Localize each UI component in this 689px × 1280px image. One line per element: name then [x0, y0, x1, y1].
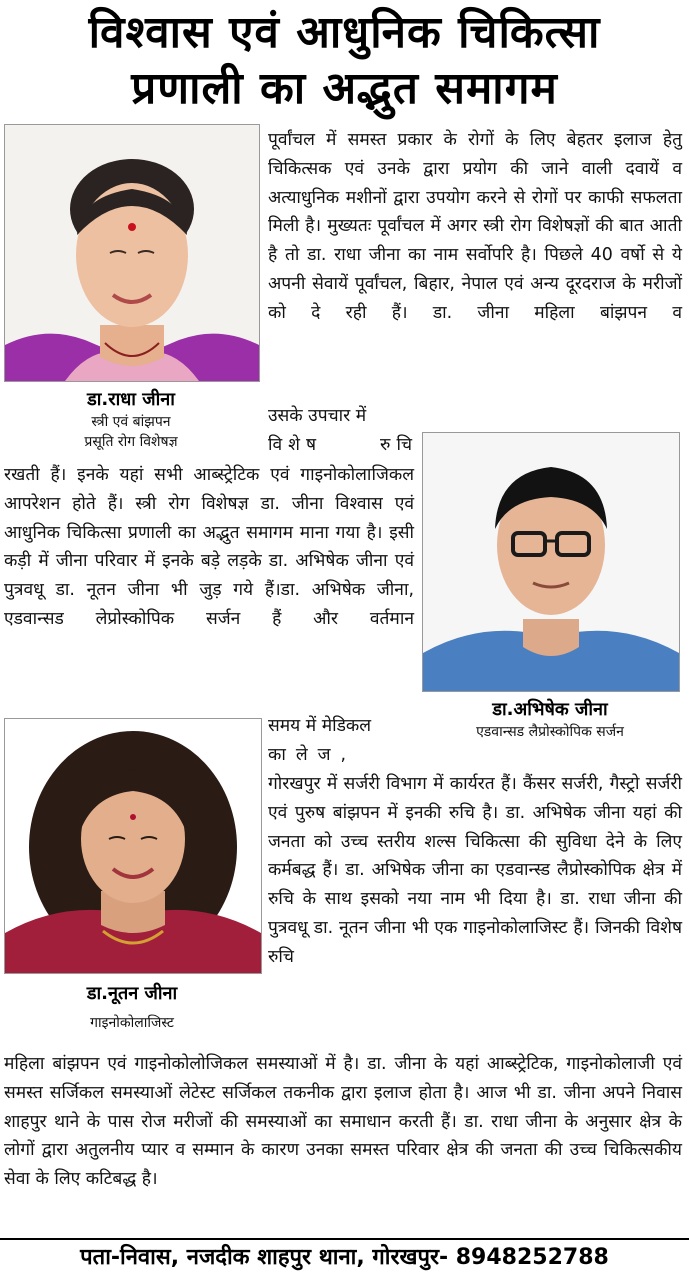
article-paragraph-2: उसके उपचार में	[268, 406, 367, 426]
caption-role-nutan: गाइनोकोलाजिस्ट	[90, 1015, 174, 1031]
caption-role-radha-2: प्रसूति रोग विशेषज्ञ	[84, 434, 178, 450]
caption-name-radha: डा.राधा जीना	[87, 389, 175, 410]
article-paragraph-1: पूर्वांचल में समस्त प्रकार के रोगों के लिए बेहतर इलाज हेतु चिकित्सक एवं उनके द्वारा प्रयोग की जाने वाली दवायें व अत्याधुनिक मशीनों द्वारा उपयोग करने से रोगों पर काफी सफलता मिली है। मुख्यतः पूर्वांचल में अगर स्त्री रोग विशेषज्ञों की बात आती है तो डा. राधा जीना का नाम सर्वोपरि है। पिछले 40 वर्षो से ये अपनी सेवायें पूर्वांचल, बिहार, नेपाल एवं अन्य दूरदराज के मरीजों को दे रही हैं। डा. जीना महिला बांझपन व	[268, 130, 682, 323]
photo-nutan-jeena	[4, 718, 262, 974]
article-paragraph-7: गोरखपुर में सर्जरी विभाग में कार्यरत हैं। कैंसर सर्जरी, गैस्ट्रो सर्जरी एवं पुरुष बांझपन में इनकी रुचि है। डा. अभिषेक जीना यहां की जनता को उच्च स्तरीय शल्स चिकित्सा की सुविधा देने के लिए कर्मबद्ध हैं। डा. अभिषेक जीना का एडवान्स्ड लैप्रोस्कोपिक क्षेत्र में रुचि के साथ इसको नया नाम भी दिया है। डा. राधा जीना की पुत्रवधू डा. नूतन जीना भी एक गाइनोकोलाजिस्ट हैं। जिनकी विशेष रुचि	[268, 774, 682, 967]
caption-name-nutan: डा.नूतन जीना	[86, 983, 178, 1004]
headline-line-1: विश्वास एवं आधुनिक चिकित्सा	[88, 7, 601, 58]
article-paragraph-4: रखती हैं। इनके यहां सभी आब्स्ट्रेटिक एवं गाइनोकोलाजिकल आपरेशन होते हैं। स्त्री रोग विशेषज्ञ डा. जीना विश्वास एवं आधुनिक चिकित्सा प्रणाली का अद्भुत समागम माना गया है। इसी कड़ी में जीना परिवार में इनके बड़े लड़के डा. अभिषेक जीना एवं पुत्रवधू डा. नूतन जीना भी जुड़ गये हैं।डा. अभिषेक जीना, एडवान्सड लेप्रोस्कोपिक सर्जन हैं और वर्तमान	[4, 465, 414, 629]
footer-address: पता-निवास, नजदीक शाहपुर थाना, गोरखपुर- 8948252788	[0, 1238, 689, 1280]
caption-role-abhishek: एडवान्सड लैप्रोस्कोपिक सर्जन	[476, 724, 624, 740]
article-paragraph-6: कालेज,	[268, 745, 357, 765]
article-paragraph-5: समय में मेडिकल	[268, 716, 372, 736]
caption-name-abhishek: डा.अभिषेक जीना	[492, 699, 608, 720]
article-paragraph-3: विशेष रुचि	[268, 435, 418, 455]
caption-role-radha-1: स्त्री एवं बांझपन	[91, 414, 171, 430]
photo-radha-jeena	[4, 124, 260, 382]
headline-line-2: प्रणाली का अद्भुत समागम	[131, 63, 558, 114]
photo-abhishek-jeena	[422, 432, 680, 692]
article-paragraph-8: महिला बांझपन एवं गाइनोकोलोजिकल समस्याओं में है। डा. जीना के यहां आब्स्ट्रेटिक, गाइनोकोलाजी एवं समस्त सर्जिकल समस्याओं लेटेस्ट सर्जिकल तकनीक द्वारा इलाज होता है। आज भी डा. जीना अपने निवास शाहपुर थाने के पास रोज मरीजों की समस्याओं का समाधान करती हैं। डा. राधा जीना के अनुसार क्षेत्र के लोगों द्वारा अतुलनीय प्यार व सम्मान के कारण उनका समस्त परिवार क्षेत्र की जनता की उच्च चिकित्सकीय सेवा के लिए कटिबद्ध है।	[4, 1054, 682, 1190]
